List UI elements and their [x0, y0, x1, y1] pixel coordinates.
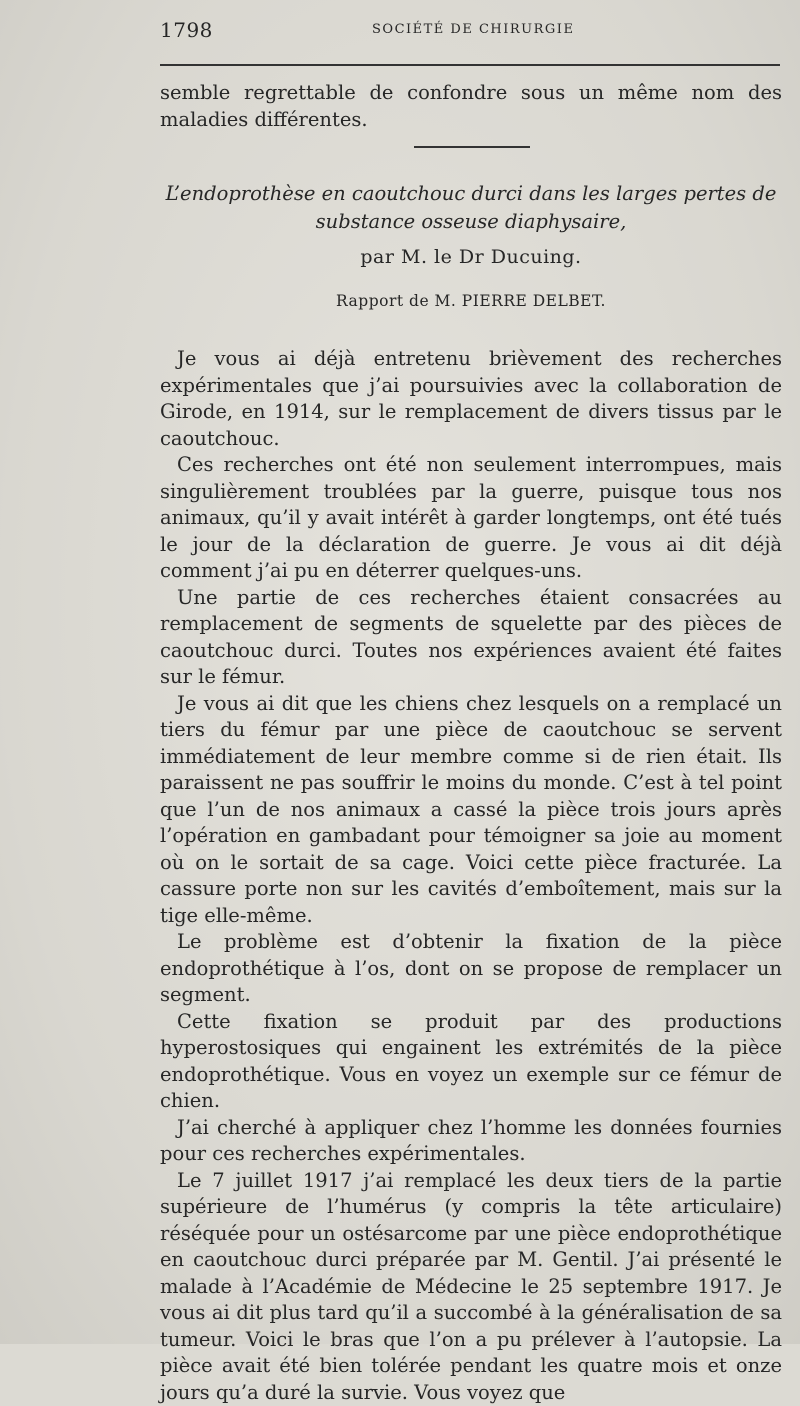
body-paragraph: Je vous ai déjà entretenu brièvement des recherches expérimentales que j’ai poursuivies avec la collaboration de Girode, en 1914, sur le remplacement de divers tissus par le caoutchouc.: [160, 346, 782, 452]
article-body: [160, 346, 782, 1406]
header-rule: [160, 64, 780, 66]
report-attribution: Rapport de M. PIERRE DELBET.: [160, 292, 782, 310]
body-paragraph: Le 7 juillet 1917 j’ai remplacé les deux tiers de la partie supérieure de l’humérus (y compris la tête articulaire) réséquée pour un ostésarcome par une pièce endoprothétique en caoutchouc durci préparée par M. Gentil. J’ai présenté le malade à l’Académie de Médecine le 25 septembre 1917. Je vous ai dit plus tard qu’il a succombé à la généralisation de sa tumeur. Voici le bras que l’on a pu prélever à l’autopsie. La pièce avait été bien tolérée pendant les quatre mois et onze jours qu’a duré la survie. Vous voyez que: [160, 1168, 782, 1406]
body-paragraph: Le problème est d’obtenir la fixation de la pièce endoprothétique à l’os, dont on se propose de remplacer un segment.: [160, 929, 782, 1009]
page-number: 1798: [160, 18, 213, 42]
running-head: SOCIÉTÉ DE CHIRURGIE: [372, 22, 574, 37]
article-title: L’endoprothèse en caoutchouc durci dans les larges pertes de substance osseuse diaphysaire,: [160, 180, 782, 236]
body-paragraph: Ces recherches ont été non seulement interrompues, mais singulièrement troublées par la guerre, puisque tous nos animaux, qu’il y avait intérêt à garder longtemps, ont été tués le jour de la déclaration de guerre. Je vous ai dit déjà comment j’ai pu en déterrer quelques-uns.: [160, 452, 782, 585]
body-paragraph: Cette fixation se produit par des productions hyperostosiques qui engainent les extrémités de la pièce endoprothétique. Vous en voyez un exemple sur ce fémur de chien.: [160, 1009, 782, 1115]
body-paragraph: Je vous ai dit que les chiens chez lesquels on a remplacé un tiers du fémur par une pièce de caoutchouc se servent immédiatement de leur membre comme si de rien était. Ils paraissent ne pas souffrir le moins du monde. C’est à tel point que l’un de nos animaux a cassé la pièce trois jours après l’opération en gambadant pour témoigner sa joie au moment où on le sortait de sa cage. Voici cette pièce fracturée. La cassure porte non sur les cavités d’emboîtement, mais sur la tige elle-même.: [160, 691, 782, 930]
article-byline: par M. le Dr Ducuing.: [160, 246, 782, 268]
section-divider: [414, 146, 530, 148]
body-paragraph: J’ai cherché à appliquer chez l’homme les données fournies pour ces recherches expérimentales.: [160, 1115, 782, 1168]
page-header: [160, 18, 780, 44]
continuation-paragraph: semble regrettable de confondre sous un même nom des maladies différentes.: [160, 80, 782, 133]
body-paragraph: Une partie de ces recherches étaient consacrées au remplacement de segments de squelette par des pièces de caoutchouc durci. Toutes nos expériences avaient été faites sur le fémur.: [160, 585, 782, 691]
